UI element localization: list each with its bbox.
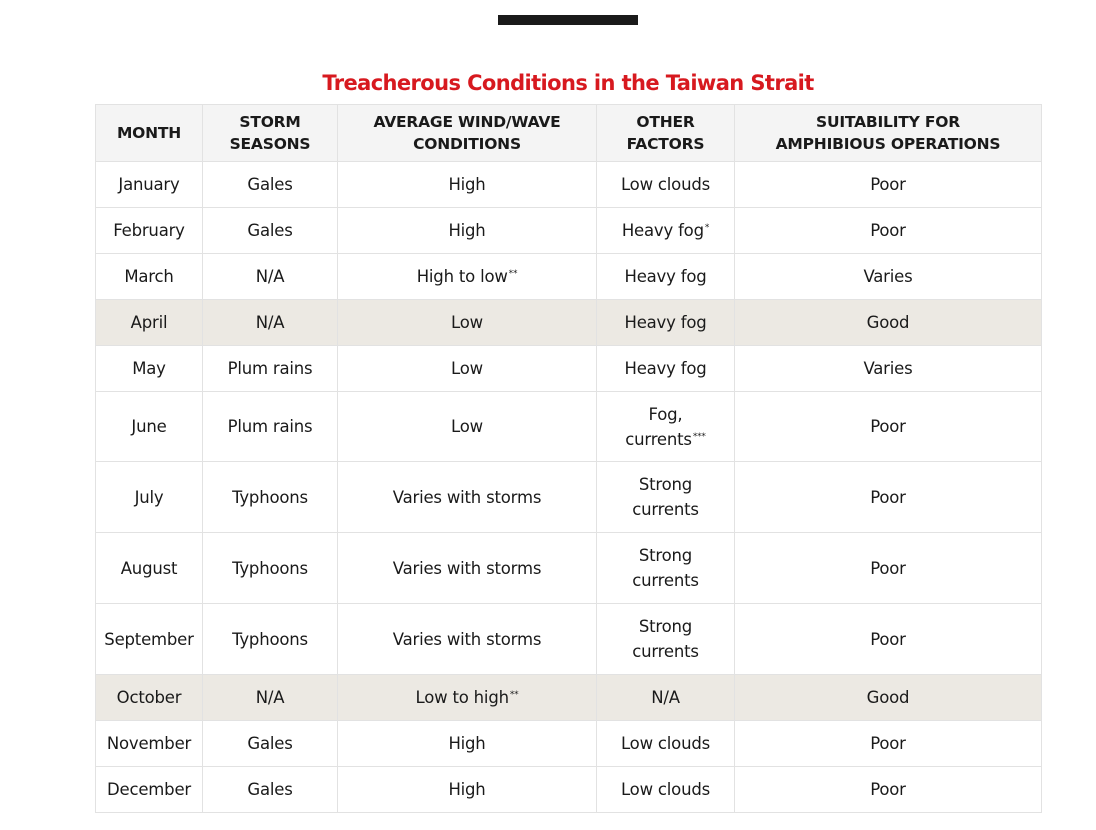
cell-other-factors-text: N/A (651, 688, 680, 707)
cell-month (96, 162, 203, 208)
cell-month (96, 721, 203, 767)
cell-wind-wave-text: High (448, 175, 486, 194)
cell-wind-wave-text: High (448, 780, 486, 799)
cell-wind-wave (338, 462, 597, 533)
cell-storm-season-text: Gales (247, 221, 293, 240)
cell-month (96, 533, 203, 604)
cell-other-factors-text: Heavy fog (624, 267, 707, 286)
cell-storm-season (203, 300, 338, 346)
cell-wind-wave (338, 533, 597, 604)
cell-storm-season (203, 346, 338, 392)
cell-storm-season (203, 721, 338, 767)
cell-other-factors (597, 462, 735, 533)
table-row (96, 208, 1042, 254)
cell-suitability (735, 254, 1042, 300)
cell-suitability (735, 346, 1042, 392)
top-rule (498, 15, 638, 25)
cell-suitability (735, 533, 1042, 604)
cell-suitability (735, 392, 1042, 462)
cell-month-text: December (107, 780, 191, 799)
cell-month (96, 767, 203, 813)
cell-storm-season-text: N/A (255, 688, 285, 707)
cell-storm-season-text: Typhoons (232, 558, 308, 578)
table-body (96, 162, 1042, 813)
cell-other-factors-text: Fog, currents*** (625, 404, 706, 449)
cell-other-factors (597, 721, 735, 767)
cell-wind-wave-text: High (448, 734, 486, 753)
conditions-table (95, 104, 1042, 813)
cell-month-text: March (124, 267, 174, 286)
cell-other-factors-text: Heavy fog (621, 221, 704, 240)
cell-other-factors-text: Strong currents (632, 546, 699, 590)
cell-other-factors-text: Low clouds (620, 734, 711, 753)
cell-storm-season-text: Plum rains (227, 359, 313, 378)
table-row (96, 604, 1042, 675)
cell-wind-wave-text: High (448, 221, 486, 240)
table-row (96, 767, 1042, 813)
cell-wind-wave (338, 162, 597, 208)
cell-suitability (735, 462, 1042, 533)
table-row (96, 533, 1042, 604)
header-other-factors (597, 105, 735, 162)
cell-other-factors (597, 767, 735, 813)
table-row (96, 721, 1042, 767)
cell-wind-wave (338, 392, 597, 462)
cell-storm-season-text: Gales (247, 734, 293, 753)
cell-suitability-text: Poor (870, 780, 906, 799)
table-row (96, 254, 1042, 300)
cell-month-text: February (113, 221, 185, 240)
cell-other-factors-text: Strong currents (632, 475, 699, 519)
cell-wind-wave-text: Low (451, 313, 483, 332)
cell-other-factors-footnote-mark: *** (692, 431, 706, 442)
cell-storm-season-text: Gales (247, 780, 293, 799)
cell-wind-wave-text: Low to high (415, 688, 509, 707)
cell-other-factors (597, 208, 735, 254)
cell-month-text: June (131, 417, 167, 436)
table-row (96, 300, 1042, 346)
cell-suitability-text: Poor (870, 487, 906, 507)
cell-other-factors-text: Strong currents (632, 617, 699, 661)
cell-storm-season-text: Plum rains (227, 417, 313, 436)
header-storm-seasons (203, 105, 338, 162)
cell-month-text: November (106, 734, 192, 753)
cell-wind-wave (338, 721, 597, 767)
header-suitability (735, 105, 1042, 162)
cell-other-factors (597, 675, 735, 721)
cell-month-text: October (116, 688, 182, 707)
cell-month (96, 254, 203, 300)
cell-suitability-text: Good (866, 313, 910, 332)
cell-storm-season (203, 462, 338, 533)
cell-suitability-text: Poor (870, 417, 906, 436)
cell-other-factors-text: Low clouds (620, 780, 711, 799)
cell-storm-season-text: Gales (247, 175, 293, 194)
cell-month (96, 300, 203, 346)
cell-wind-wave-text: Low (451, 359, 483, 378)
header-month: MONTH (96, 105, 203, 162)
cell-suitability (735, 604, 1042, 675)
cell-month (96, 208, 203, 254)
cell-storm-season (203, 533, 338, 604)
table-row (96, 162, 1042, 208)
cell-wind-wave-footnote-mark: ** (509, 690, 519, 700)
cell-storm-season-text: N/A (255, 313, 285, 332)
cell-wind-wave-text: Varies with storms (392, 558, 542, 578)
cell-other-factors (597, 604, 735, 675)
cell-suitability-text: Poor (870, 175, 906, 194)
cell-month-text: April (130, 313, 168, 332)
cell-other-factors (597, 392, 735, 462)
cell-other-factors (597, 162, 735, 208)
cell-wind-wave-footnote-mark: ** (508, 269, 518, 279)
table-row (96, 392, 1042, 462)
header-storm-seasons-label: STORM SEASONS (229, 113, 311, 153)
cell-wind-wave (338, 604, 597, 675)
cell-suitability-text: Poor (870, 734, 906, 753)
header-suitability-label: SUITABILITY FOR AMPHIBIOUS OPERATIONS (775, 113, 1001, 153)
cell-other-factors (597, 346, 735, 392)
cell-other-factors (597, 254, 735, 300)
cell-storm-season (203, 254, 338, 300)
cell-storm-season (203, 208, 338, 254)
cell-suitability-text: Good (866, 688, 910, 707)
table-row (96, 675, 1042, 721)
cell-suitability-text: Varies (863, 267, 913, 286)
table-header-row (96, 105, 1042, 162)
cell-other-factors (597, 533, 735, 604)
cell-other-factors-text: Low clouds (620, 175, 711, 194)
cell-wind-wave (338, 254, 597, 300)
cell-storm-season-text: N/A (255, 267, 285, 286)
cell-storm-season (203, 604, 338, 675)
cell-month (96, 675, 203, 721)
cell-wind-wave-text: High to low (416, 267, 508, 286)
cell-storm-season-text: Typhoons (232, 487, 308, 507)
cell-suitability-text: Poor (870, 558, 906, 578)
cell-wind-wave (338, 300, 597, 346)
cell-storm-season (203, 767, 338, 813)
cell-month (96, 462, 203, 533)
cell-wind-wave (338, 767, 597, 813)
cell-suitability-text: Poor (870, 221, 906, 240)
cell-wind-wave-text: Varies with storms (392, 629, 542, 649)
cell-other-factors (597, 300, 735, 346)
cell-storm-season (203, 162, 338, 208)
cell-wind-wave (338, 208, 597, 254)
cell-other-factors-text: Heavy fog (624, 313, 707, 332)
cell-suitability (735, 208, 1042, 254)
cell-other-factors-text: Heavy fog (624, 359, 707, 378)
cell-month-text: July (134, 487, 164, 507)
header-wind-wave-label: AVERAGE WIND/WAVE CONDITIONS (373, 113, 561, 153)
table-row (96, 462, 1042, 533)
cell-wind-wave (338, 346, 597, 392)
cell-month-text: August (120, 558, 178, 578)
cell-suitability-text: Poor (870, 629, 906, 649)
cell-suitability (735, 721, 1042, 767)
header-other-factors-label: OTHER FACTORS (626, 113, 705, 153)
cell-other-factors-footnote-mark: * (704, 223, 710, 233)
cell-suitability (735, 767, 1042, 813)
cell-suitability (735, 162, 1042, 208)
cell-suitability (735, 675, 1042, 721)
table-title: Treacherous Conditions in the Taiwan Strait (322, 71, 814, 96)
cell-month (96, 346, 203, 392)
cell-storm-season (203, 675, 338, 721)
cell-month-text: September (104, 629, 194, 649)
cell-wind-wave-text: Low (451, 417, 483, 436)
cell-suitability (735, 300, 1042, 346)
cell-wind-wave-text: Varies with storms (392, 487, 542, 507)
header-wind-wave (338, 105, 597, 162)
cell-storm-season (203, 392, 338, 462)
cell-wind-wave (338, 675, 597, 721)
cell-month-text: May (132, 359, 166, 378)
cell-suitability-text: Varies (863, 359, 913, 378)
cell-month-text: January (118, 175, 180, 194)
cell-storm-season-text: Typhoons (232, 629, 308, 649)
table-row (96, 346, 1042, 392)
cell-month (96, 392, 203, 462)
cell-month (96, 604, 203, 675)
